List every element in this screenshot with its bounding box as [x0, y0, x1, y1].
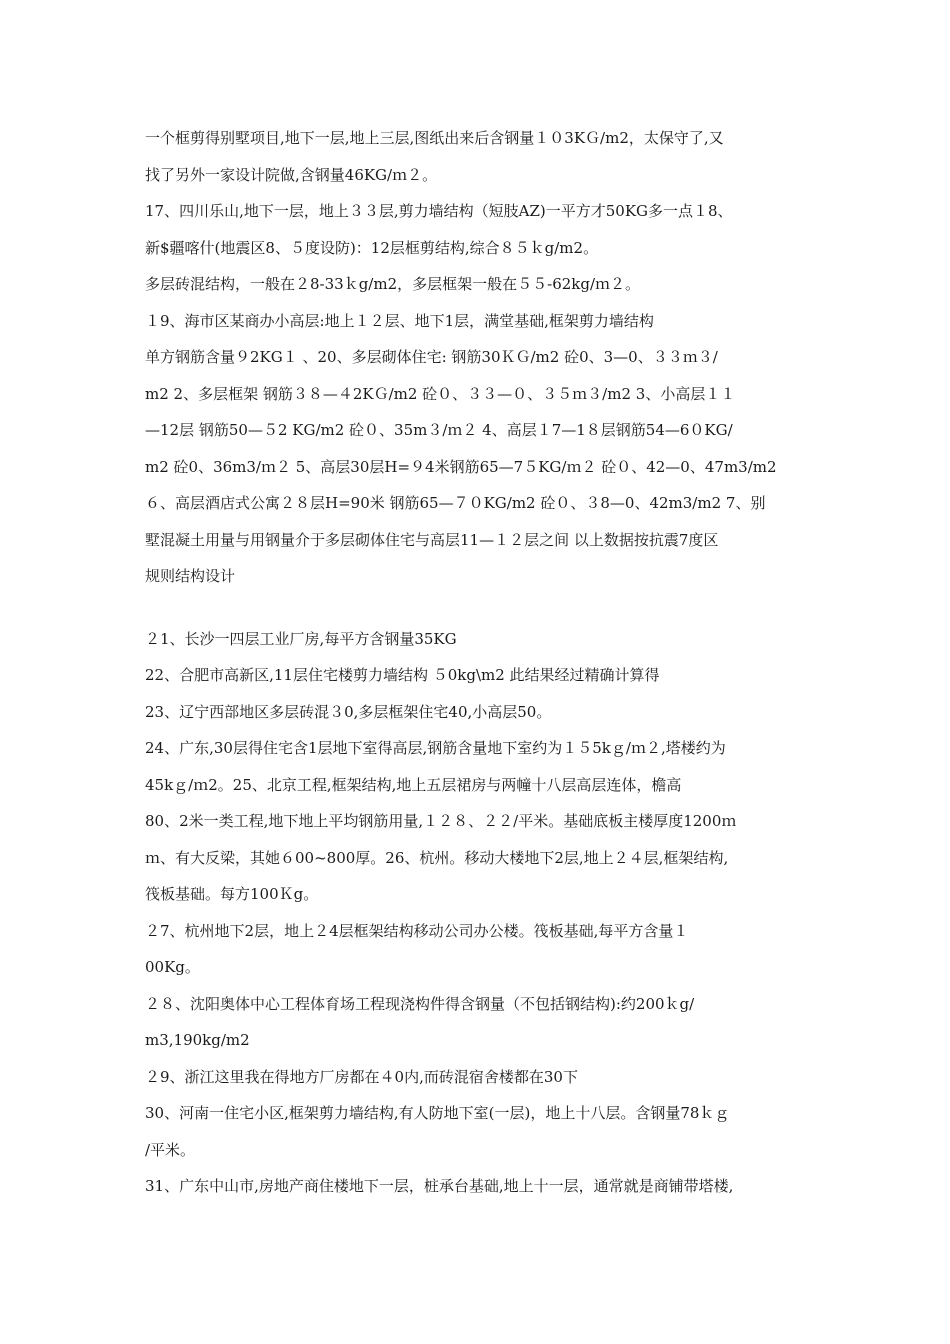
text-line: 17、四川乐山,地下一层，地上３３层,剪力墙结构（短肢AZ)一平方才50KG多一点１8、	[145, 202, 733, 220]
text-line: 22、合肥市高新区,11层住宅楼剪力墙结构 ５0kg\m2 此结果经过精确计算得	[145, 666, 660, 684]
text-line: 45kｇ/ｍ2。25、北京工程,框架结构,地上五层裙房与两幢十八层高层连体，檐高	[145, 775, 682, 794]
text-line: 00Kg。	[145, 958, 200, 976]
text-line: ２9、浙江这里我在得地方厂房都在４0内,而砖混宿舍楼都在30下	[145, 1067, 578, 1086]
text-line: 30、河南一住宅小区,框架剪力墙结构,有人防地下室(一层)，地上十八层。含钢量78ｋｇ	[145, 1104, 730, 1122]
text-line: ２８、沈阳奥体中心工程体育场工程现浇构件得含钢量（不包括钢结构):约200ｋg/	[145, 994, 695, 1013]
text-line: 24、广东,30层得住宅含1层地下室得高层,钢筋含量地下室约为１５5kｇ/ｍ２,塔楼约为	[145, 739, 726, 757]
text-line: ２7、杭州地下2层，地上２4层框架结构移动公司办公楼。筏板基础,每平方含量１	[145, 921, 689, 940]
paragraph-gap	[145, 595, 810, 621]
text-line: 筏板基础。每方100Ｋg。	[145, 885, 319, 903]
text-line: 规则结构设计	[145, 567, 236, 585]
text-line: —12层 钢筋50—５2 KG/m2 砼０、35m３/ｍ２ 4、高层１7—1８层钢筋54—6０KG/	[145, 421, 733, 439]
text-line: m2 2、多层框架 钢筋３８—４2KＧ/m2 砼０、３３—０、３５ｍ３/m2 3、小高层１１	[145, 384, 736, 403]
text-line: 墅混凝土用量与用钢量介于多层砌体住宅与高层11—１２层之间 以上数据按抗震7度区	[145, 530, 719, 549]
text-line: １9、海市区某商办小高层:地上１２层、地下1层，满堂基础,框架剪力墙结构	[145, 311, 654, 330]
text-line: 80、2米一类工程,地下地上平均钢筋用量,１２８、２２/平米。基础底板主楼厚度1200ｍ	[145, 812, 737, 830]
text-line: 31、广东中山市,房地产商住楼地下一层，桩承台基础,地上十一层，通常就是商铺带塔楼,	[145, 1177, 734, 1195]
text-line: 23、辽宁西部地区多层砖混３0,多层框架住宅40,小高层50。	[145, 702, 552, 721]
text-line: 单方钢筋含量９2KG１ 、20、多层砌体住宅: 钢筋30ＫＧ/m2 砼0、3—0、３３ｍ３/	[145, 348, 718, 366]
text-line: ｍ、有大反梁，其她６00~800厚。26、杭州。移动大楼地下2层,地上２４层,框架结构,	[145, 848, 729, 867]
text-line: 找了另外一家设计院做,含钢量46KG/ｍ２。	[145, 165, 438, 184]
text-line: m2 砼0、36m3/ｍ２ 5、高层30层H=９4米钢筋65—7５KG/ｍ２ 砼０、42—0、47m3/m2	[145, 457, 777, 476]
text-line: ２1、长沙一四层工业厂房,每平方含钢量35KG	[145, 629, 457, 648]
text-line: /平米。	[145, 1140, 196, 1159]
text-line: 一个框剪得别墅项目,地下一层,地上三层,图纸出来后含钢量１０3KＧ/m2，太保守了,又	[145, 129, 724, 147]
text-line: 多层砖混结构，一般在２8-33ｋg/m2，多层框架一般在５５-62kg/ｍ２。	[145, 275, 641, 293]
text-line: 新$疆喀什(地震区8、５度设防)：12层框剪结构,综合８５ｋg/m2。	[145, 238, 599, 257]
text-line: m3,190kg/m2	[145, 1031, 250, 1049]
document-body	[145, 120, 810, 1205]
text-line: ６、高层酒店式公寓２８层H=90米 钢筋65—７０KG/m2 砼０、３8—0、42m3/m2 7、别	[145, 494, 766, 512]
